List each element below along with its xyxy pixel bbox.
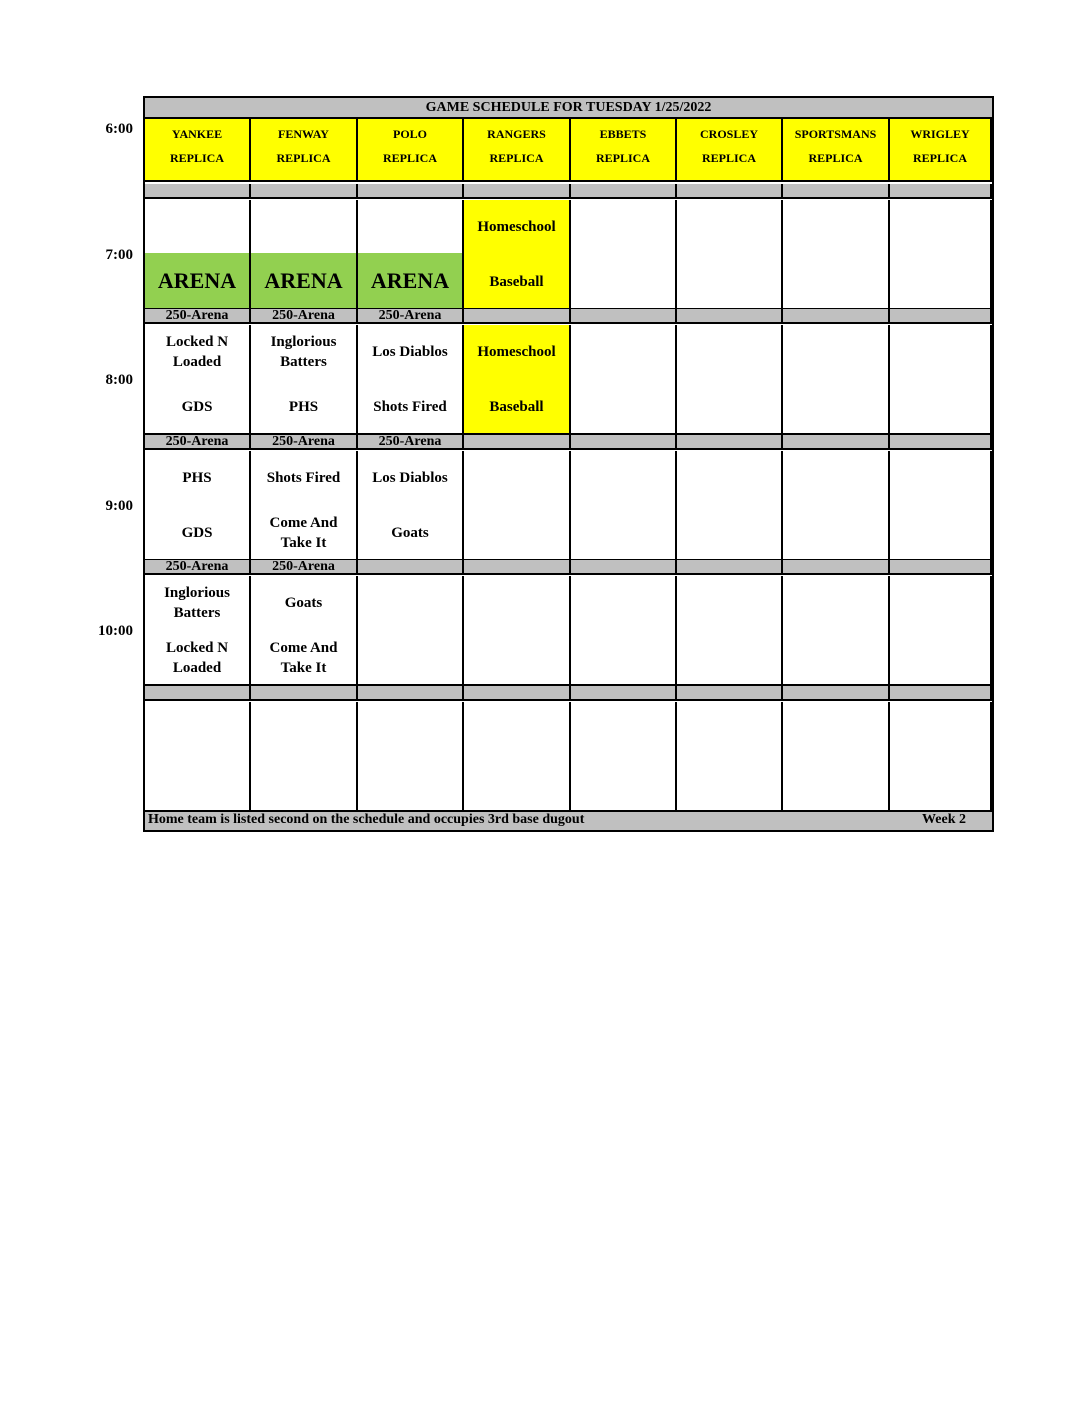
schedule-cell bbox=[358, 200, 464, 310]
separator-cell bbox=[571, 184, 677, 199]
arena-block: ARENA bbox=[358, 253, 462, 308]
schedule-cell bbox=[358, 325, 464, 435]
schedule-cell bbox=[358, 451, 464, 561]
schedule-cell bbox=[677, 451, 783, 561]
separator-cell bbox=[251, 184, 358, 199]
field-subtitle: REPLICA bbox=[169, 151, 224, 165]
field-header-yankee bbox=[145, 119, 251, 182]
separator-cell bbox=[783, 309, 890, 324]
week-label: Week 2 bbox=[922, 812, 966, 827]
field-header-crosley bbox=[677, 119, 783, 182]
schedule-cell bbox=[890, 325, 992, 435]
field-header-ebbets bbox=[571, 119, 677, 182]
home-team: Come And Take It bbox=[269, 640, 338, 676]
time-label: 10:00 bbox=[98, 623, 133, 639]
separator-cell: 250-Arena bbox=[251, 435, 358, 450]
field-name: RANGERS bbox=[487, 127, 546, 141]
schedule-cell bbox=[251, 576, 358, 686]
separator-cell bbox=[783, 435, 890, 450]
separator-cell: 250-Arena bbox=[358, 309, 464, 324]
separator-cell bbox=[677, 309, 783, 324]
schedule-cell bbox=[358, 576, 464, 686]
schedule-cell bbox=[358, 702, 464, 812]
visitor-team: Shots Fired bbox=[266, 470, 341, 486]
schedule-cell bbox=[464, 325, 571, 435]
schedule-cell bbox=[464, 451, 571, 561]
home-team: Goats bbox=[391, 525, 429, 541]
arena-block: ARENA bbox=[145, 253, 249, 308]
separator-cell bbox=[358, 184, 464, 199]
separator-cell bbox=[464, 309, 571, 324]
schedule-cell bbox=[783, 576, 890, 686]
field-subtitle: REPLICA bbox=[489, 151, 544, 165]
field-subtitle: REPLICA bbox=[276, 151, 331, 165]
separator-cell bbox=[145, 184, 251, 199]
schedule-cell bbox=[677, 200, 783, 310]
field-subtitle: REPLICA bbox=[808, 151, 863, 165]
separator-cell bbox=[677, 184, 783, 199]
schedule-cell bbox=[251, 702, 358, 812]
field-subtitle: REPLICA bbox=[701, 151, 756, 165]
field-name: CROSLEY bbox=[699, 127, 758, 141]
time-label: 7:00 bbox=[105, 247, 133, 263]
separator-cell bbox=[890, 560, 992, 575]
separator-cell bbox=[783, 184, 890, 199]
schedule-cell bbox=[677, 325, 783, 435]
field-name: WRIGLEY bbox=[910, 127, 970, 141]
schedule-cell bbox=[571, 325, 677, 435]
field-subtitle: REPLICA bbox=[595, 151, 650, 165]
schedule-cell bbox=[145, 451, 251, 561]
separator-cell bbox=[783, 560, 890, 575]
visitor-team: Los Diablos bbox=[372, 344, 448, 360]
field-header-fenway bbox=[251, 119, 358, 182]
schedule-cell bbox=[783, 200, 890, 310]
schedule-cell bbox=[890, 451, 992, 561]
schedule-cell bbox=[783, 325, 890, 435]
field-header-rangers bbox=[464, 119, 571, 182]
separator-cell bbox=[358, 686, 464, 701]
separator-cell bbox=[571, 686, 677, 701]
time-label: 6:00 bbox=[105, 121, 133, 137]
visitor-team: Los Diablos bbox=[372, 470, 448, 486]
field-subtitle: REPLICA bbox=[912, 151, 967, 165]
field-subtitle: REPLICA bbox=[382, 151, 437, 165]
separator-cell: 250-Arena bbox=[251, 309, 358, 324]
schedule-table bbox=[143, 96, 994, 832]
schedule-cell bbox=[571, 200, 677, 310]
schedule-cell bbox=[145, 200, 251, 310]
arena-block: ARENA bbox=[251, 253, 356, 308]
visitor-team: Inglorious Batters bbox=[164, 585, 230, 621]
visitor-team: Homeschool bbox=[477, 344, 556, 360]
separator-cell bbox=[890, 309, 992, 324]
separator-cell bbox=[890, 435, 992, 450]
separator-cell bbox=[677, 435, 783, 450]
home-team: Baseball bbox=[489, 399, 544, 415]
schedule-cell bbox=[677, 576, 783, 686]
footer-note: Home team is listed second on the schedule and occupies 3rd base dugout bbox=[148, 812, 585, 827]
schedule-cell bbox=[890, 576, 992, 686]
separator-cell bbox=[145, 686, 251, 701]
schedule-cell bbox=[890, 702, 992, 812]
home-team: Locked N Loaded bbox=[165, 640, 229, 676]
separator-cell bbox=[464, 184, 571, 199]
schedule-cell bbox=[251, 200, 358, 310]
schedule-cell bbox=[783, 451, 890, 561]
schedule-cell bbox=[890, 200, 992, 310]
schedule-title: GAME SCHEDULE FOR TUESDAY 1/25/2022 bbox=[145, 98, 992, 119]
separator-cell bbox=[464, 560, 571, 575]
separator-cell bbox=[251, 686, 358, 701]
field-name: FENWAY bbox=[278, 127, 329, 141]
home-team: GDS bbox=[181, 525, 213, 541]
schedule-cell bbox=[251, 325, 358, 435]
field-name: YANKEE bbox=[171, 127, 223, 141]
home-team: Shots Fired bbox=[373, 399, 447, 415]
schedule-cell bbox=[464, 702, 571, 812]
visitor-team: Inglorious Batters bbox=[270, 334, 337, 370]
field-name: SPORTSMANS bbox=[794, 127, 877, 141]
visitor-team: Homeschool bbox=[477, 219, 556, 235]
schedule-cell bbox=[571, 451, 677, 561]
home-team: Come And Take It bbox=[269, 515, 338, 551]
separator-cell bbox=[571, 435, 677, 450]
home-team: Baseball bbox=[489, 274, 544, 290]
home-team: GDS bbox=[181, 399, 213, 415]
schedule-cell bbox=[571, 702, 677, 812]
field-header-polo bbox=[358, 119, 464, 182]
time-label: 9:00 bbox=[105, 498, 133, 514]
separator-cell: 250-Arena bbox=[251, 560, 358, 575]
separator-cell bbox=[464, 686, 571, 701]
field-name: POLO bbox=[392, 127, 427, 141]
separator-cell: 250-Arena bbox=[145, 560, 251, 575]
visitor-team: PHS bbox=[182, 470, 212, 486]
field-header-wrigley bbox=[890, 119, 992, 182]
schedule-cell bbox=[783, 702, 890, 812]
separator-cell bbox=[783, 686, 890, 701]
separator-cell bbox=[890, 686, 992, 701]
separator-cell: 250-Arena bbox=[145, 309, 251, 324]
visitor-team: Goats bbox=[284, 595, 323, 611]
separator-cell bbox=[677, 560, 783, 575]
field-header-sportsmans bbox=[783, 119, 890, 182]
separator-cell bbox=[358, 560, 464, 575]
separator-cell bbox=[890, 184, 992, 199]
schedule-cell bbox=[464, 576, 571, 686]
schedule-cell bbox=[677, 702, 783, 812]
separator-cell: 250-Arena bbox=[358, 435, 464, 450]
separator-cell bbox=[571, 560, 677, 575]
schedule-cell bbox=[464, 200, 571, 310]
schedule-cell bbox=[571, 576, 677, 686]
schedule-cell bbox=[145, 325, 251, 435]
home-team: PHS bbox=[288, 399, 319, 415]
schedule-cell bbox=[251, 451, 358, 561]
separator-cell bbox=[677, 686, 783, 701]
time-label: 8:00 bbox=[105, 372, 133, 388]
schedule-cell bbox=[145, 576, 251, 686]
field-name: EBBETS bbox=[599, 127, 647, 141]
schedule-cell bbox=[145, 702, 251, 812]
separator-cell bbox=[571, 309, 677, 324]
visitor-team: Locked N Loaded bbox=[165, 334, 229, 370]
separator-cell: 250-Arena bbox=[145, 435, 251, 450]
separator-cell bbox=[464, 435, 571, 450]
